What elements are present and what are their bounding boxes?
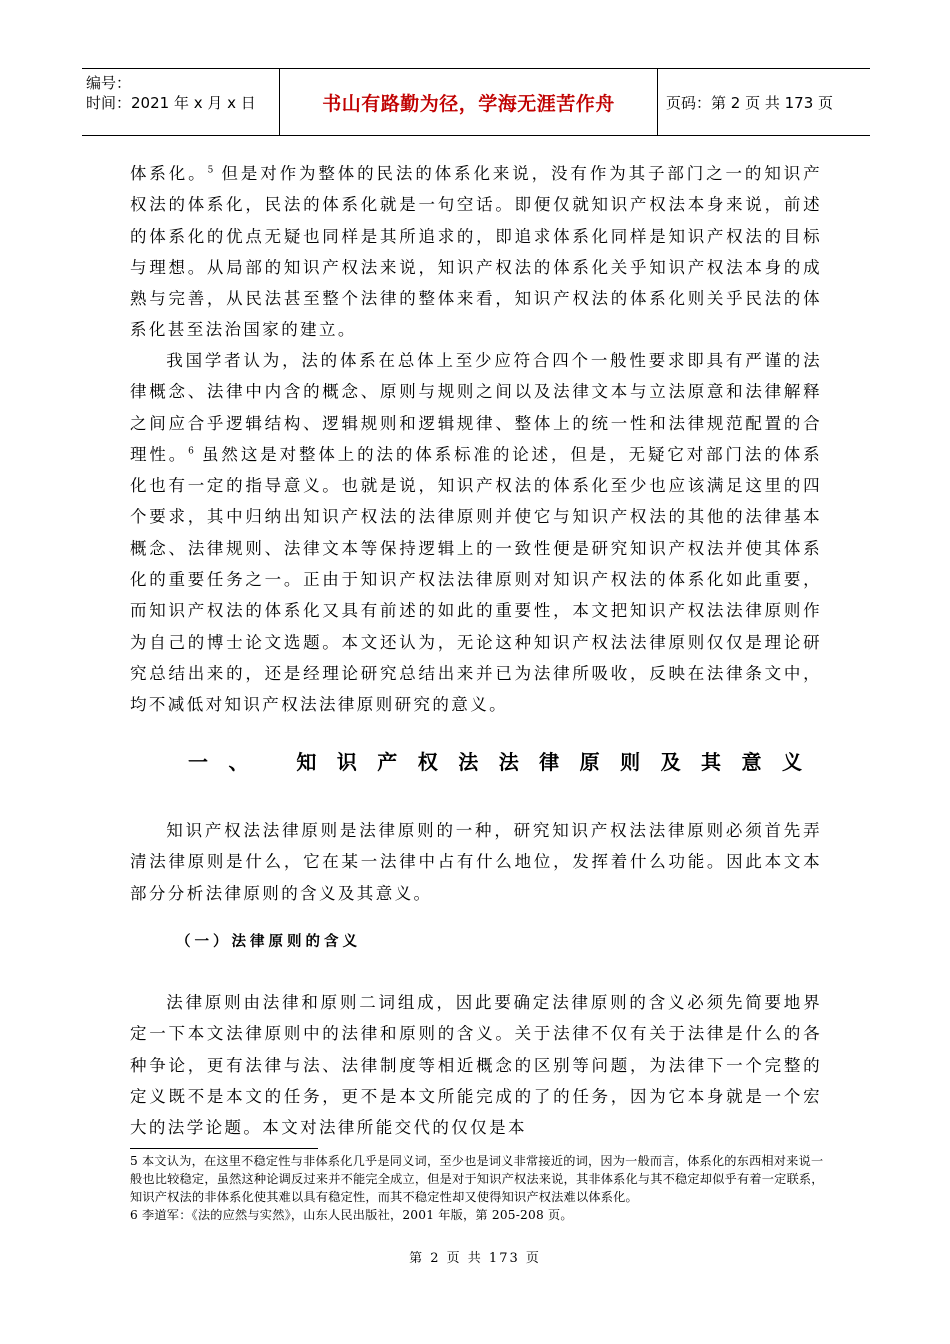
footnotes [130, 1152, 824, 1224]
paragraph-text: 虽然这是对整体上的法的体系标准的论述，但是，无疑它对部门法的体系化也有一定的指导意义。也就是说，知识产权法的体系化至少也应该满足这里的四个要求，其中归纳出知识产权法的法律原则并使它与知识产权法的其他的法律基本概念、法律规则、法律文本等保持逻辑上的一致性便是研究知识产权法并使其体系化的重要任务之一。正由于知识产权法法律原则对知识产权法的体系化如此重要，而知识产权法的体系化又具有前述的如此的重要性，本文把知识产权法法律原则作为自己的博士论文选题。本文还认为，无论这种知识产权法法律原则仅仅是理论研究总结出来的，还是经理论研究总结出来并已为法律所吸收，反映在法律条文中，均不减低对知识产权法法律原则研究的意义。 [130, 444, 822, 715]
header-motto: 书山有路勤为径，学海无涯苦作舟 [280, 69, 658, 135]
page-footer: 第 2 页 共 173 页 [409, 1251, 541, 1266]
footnote-5: 5 本文认为，在这里不稳定性与非体系化几乎是同义词，至少也是词义非常接近的词，因为一般而言，体系化的东西相对来说一般也比较稳定，虽然这种论调反过来并不能完全成立，但是对于知识产权法来说，其非体系化与其不稳定却似乎有着一定联系，知识产权法的非体系化使其难以具有稳定性，而其不稳定性却又使得知识产权法难以体系化。 [130, 1154, 824, 1204]
page-header [82, 68, 870, 136]
header-meta [82, 69, 280, 135]
footnote-6: 6 李道军：《法的应然与实然》，山东人民出版社，2001 年版，第 205-208 页。 [130, 1208, 573, 1222]
paragraph [130, 158, 822, 346]
section-heading: 一、 知识产权法法律原则及其意义 [188, 750, 802, 774]
body-paragraph-1 [130, 158, 822, 346]
document-date: 时间：2021 年 x 月 x 日 [86, 94, 256, 112]
paragraph: 知识产权法法律原则是法律原则的一种，研究知识产权法法律原则必须首先弄清法律原则是什么，它在某一法律中占有什么地位，发挥着什么功能。因此本文本部分分析法律原则的含义及其意义。 [130, 821, 822, 903]
body-paragraph-2 [130, 345, 822, 721]
paragraph-text: 我国学者认为，法的体系在总体上至少应符合四个一般性要求即具有严谨的法律概念、法律中内含的概念、原则与规则之间以及法律文本与立法原意和法律解释之间应合乎逻辑结构、逻辑规则和逻辑规律、整体上的统一性和法律规范配置的合理性。 [130, 351, 822, 464]
document-number-label: 编号： [86, 74, 132, 92]
paragraph: 法律原则由法律和原则二词组成，因此要确定法律原则的含义必须先简要地界定一下本文法律原则中的法律和原则的含义。关于法律不仅有关于法律是什么的各种争论，更有法律与法、法律制度等相近概念的区别等问题，为法律下一个完整的定义既不是本文的任务，更不是本文所能完成的了的任务，因为它本身就是一个宏大的法学论题。本文对法律所能交代的仅仅是本 [130, 993, 822, 1138]
footnote-marker-5[interactable]: 5 [207, 165, 214, 176]
header-page-info: 页码：第 2 页 共 173 页 [666, 93, 834, 112]
footnote-marker-6[interactable]: 6 [188, 446, 194, 457]
paragraph [130, 345, 822, 721]
body-paragraph-4 [130, 987, 822, 1143]
paragraph-text: 体系化。 [130, 164, 208, 183]
paragraph-text: 但是对作为整体的民法的体系化来说，没有作为其子部门之一的知识产权法的体系化，民法的体系化就是一句空话。即便仅就知识产权法本身来说，前述的体系化的优点无疑也同样是其所追求的，即追求体系化同样是知识产权法的目标与理想。从局部的知识产权法来说，知识产权法的体系化关乎知识产权法本身的成熟与完善，从民法甚至整个法律的整体来看，知识产权法的体系化则关乎民法的体系化甚至法治国家的建立。 [130, 164, 822, 340]
subsection-heading: （一）法律原则的含义 [176, 934, 361, 950]
footnote-separator [130, 1148, 318, 1149]
body-paragraph-3 [130, 815, 822, 909]
